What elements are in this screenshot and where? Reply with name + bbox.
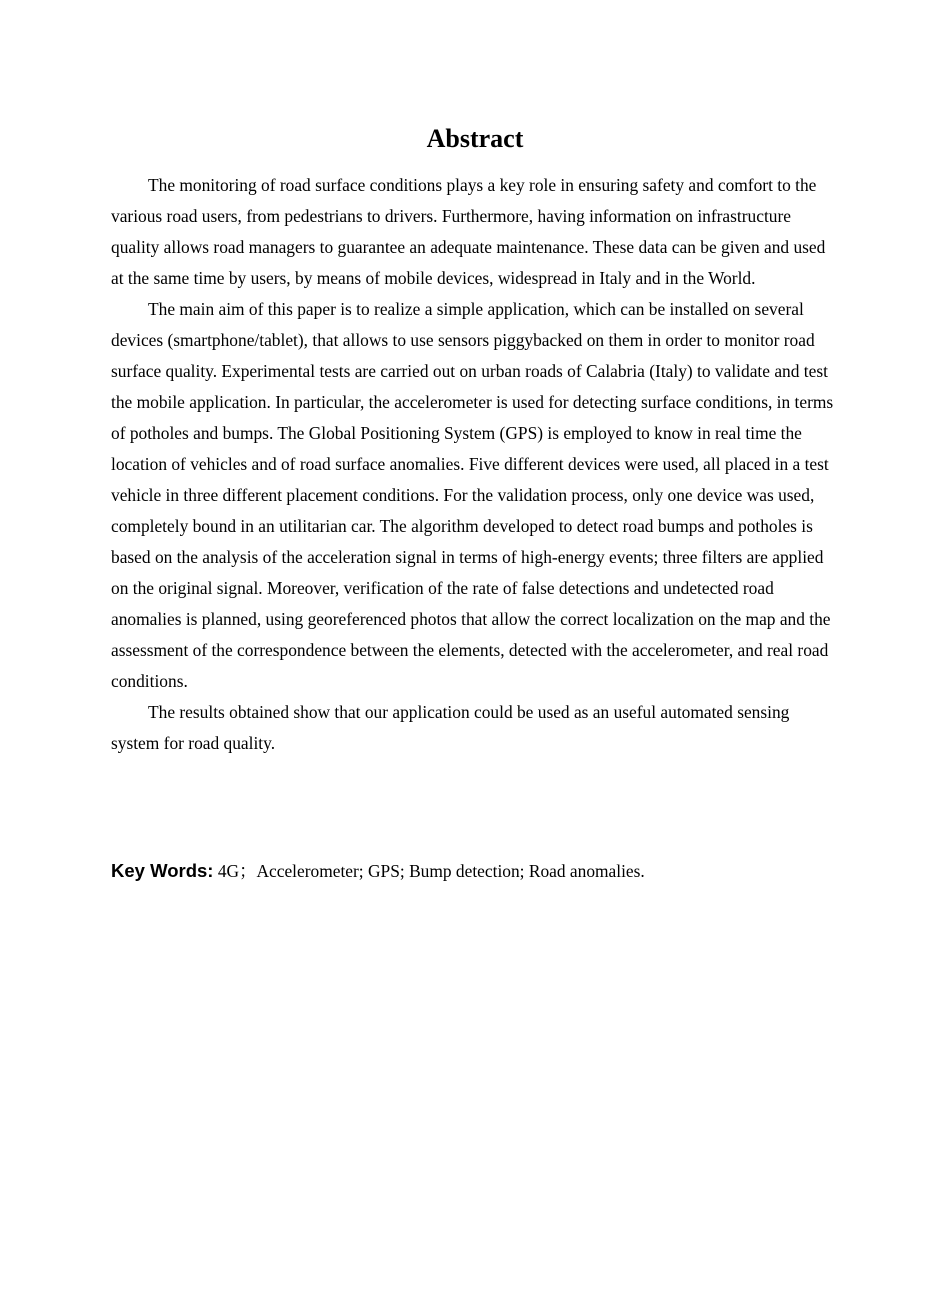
- keywords-value: 4G；Accelerometer; GPS; Bump detection; Road anomalies.: [213, 861, 645, 881]
- keywords-label: Key Words:: [111, 860, 214, 881]
- abstract-paragraph-3: The results obtained show that our application could be used as an useful automated sensing system for road quality.: [111, 702, 790, 753]
- abstract-paragraph-1: The monitoring of road surface conditions plays a key role in ensuring safety and comfort to the various road users, from pedestrians to drivers. Furthermore, having information on infrastructure quality allows road managers to guarantee an adequate maintenance. These data can be given and used at the same time by users, by means of mobile devices, widespread in Italy and in the World.: [111, 175, 826, 288]
- abstract-body: [111, 170, 839, 759]
- abstract-title: Abstract: [426, 124, 524, 153]
- abstract-paragraph-2: The main aim of this paper is to realize a simple application, which can be installed on several devices (smartphone/tablet), that allows to use sensors piggybacked on them in order to monitor road surface quality. Experimental tests are carried out on urban roads of Calabria (Italy) to validate and test the mobile application. In particular, the accelerometer is used for detecting surface conditions, in terms of potholes and bumps. The Global Positioning System (GPS) is employed to know in real time the location of vehicles and of road surface anomalies. Five different devices were used, all placed in a test vehicle in three different placement conditions. For the validation process, only one device was used, completely bound in an utilitarian car. The algorithm developed to detect road bumps and potholes is based on the analysis of the acceleration signal in terms of high-energy events; three filters are applied on the original signal. Moreover, verification of the rate of false detections and undetected road anomalies is planned, using georeferenced photos that allow the correct localization on the map and the assessment of the correspondence between the elements, detected with the accelerometer, and real road conditions.: [111, 299, 834, 691]
- keywords-line: [111, 855, 839, 887]
